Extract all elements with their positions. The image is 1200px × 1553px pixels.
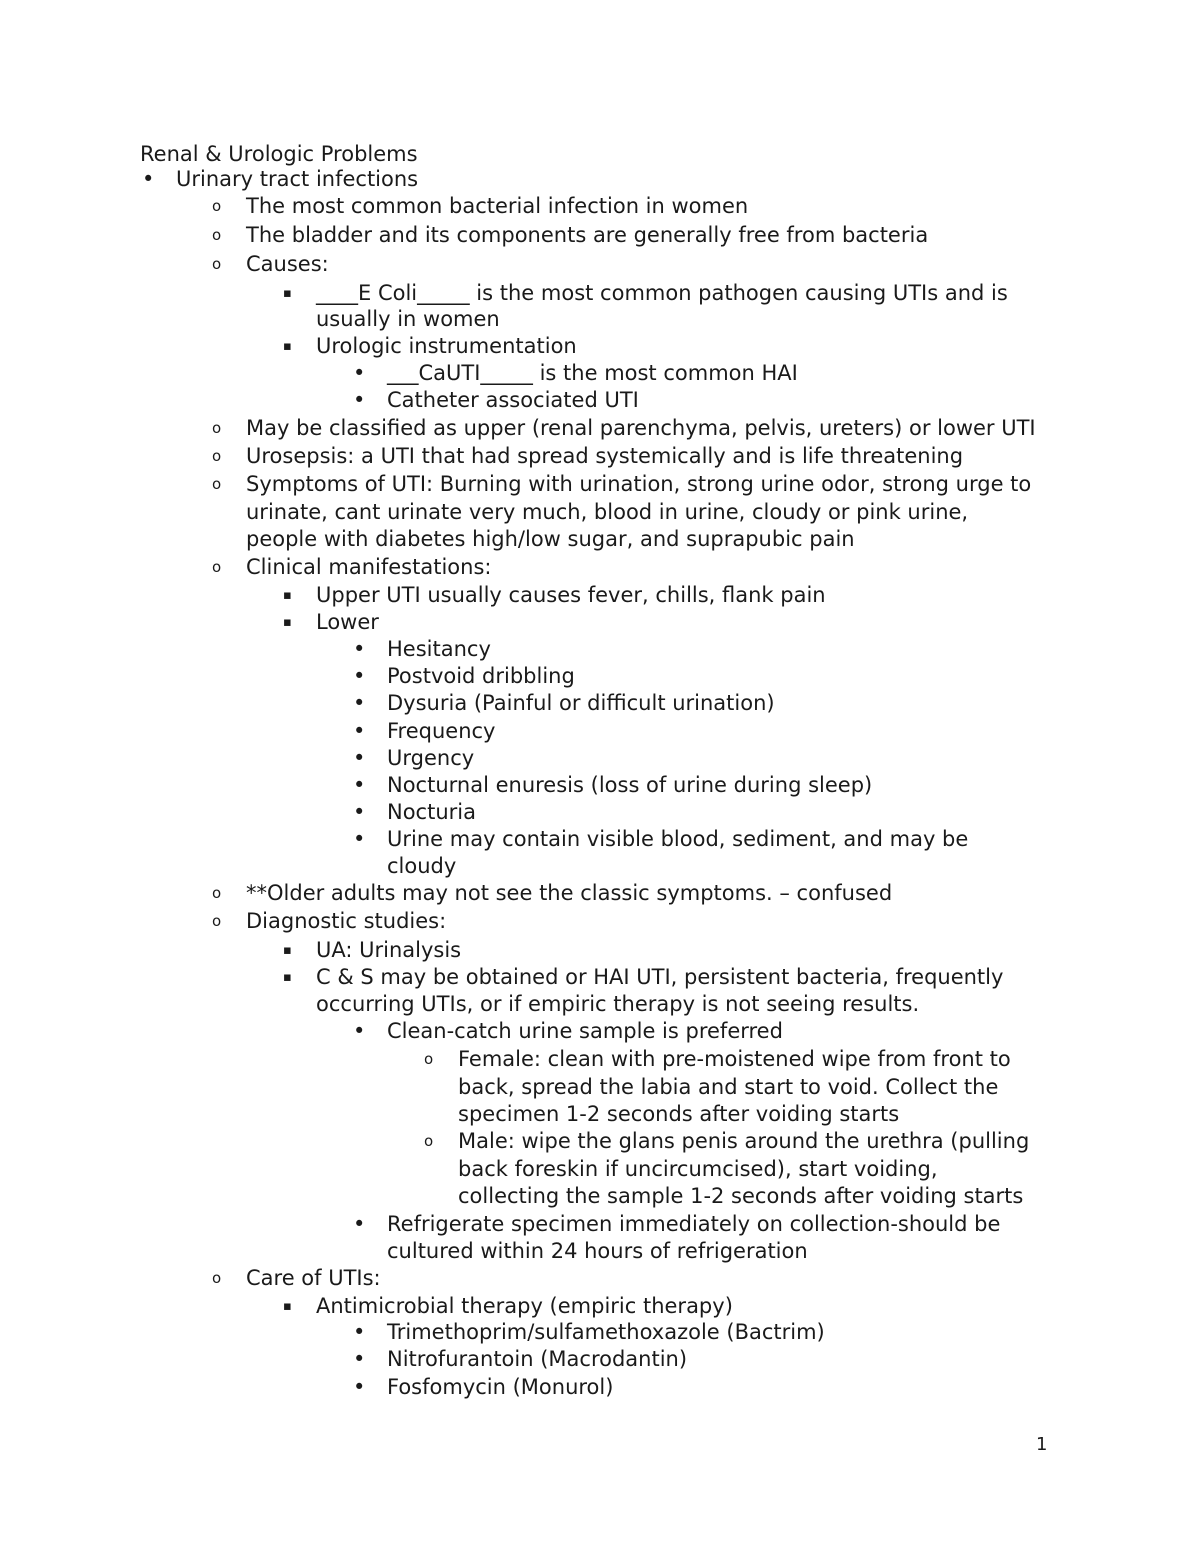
outline-line-level-4: Dysuria (Painful or difficult urination) <box>387 691 775 715</box>
bullet-marker: o <box>212 226 222 244</box>
bullet-marker: • <box>353 1212 366 1236</box>
outline-line-level-4: Fosfomycin (Monurol) <box>387 1375 614 1399</box>
outline-line-level-2: Clinical manifestations: <box>246 555 492 579</box>
bullet-marker: o <box>424 1132 434 1150</box>
outline-line-level-4: cloudy <box>387 854 457 878</box>
bullet-marker: • <box>353 388 366 412</box>
outline-line-level-5: Female: clean with pre-moistened wipe from front to <box>458 1047 1011 1071</box>
bullet-marker: • <box>353 1347 366 1371</box>
outline-line-level-2: Causes: <box>246 252 329 276</box>
bullet-marker: • <box>353 1375 366 1399</box>
bullet-marker: ▪ <box>283 588 292 603</box>
outline-line-level-5: collecting the sample 1-2 seconds after voiding starts <box>458 1184 1024 1208</box>
bullet-marker: o <box>212 419 222 437</box>
bullet-marker: • <box>353 637 366 661</box>
outline-line-level-3: usually in women <box>316 307 500 331</box>
outline-line-level-4: Hesitancy <box>387 637 491 661</box>
outline-line-level-3: occurring UTIs, or if empiric therapy is not seeing results. <box>316 992 920 1016</box>
outline-line-level-4: Urine may contain visible blood, sediment, and may be <box>387 827 969 851</box>
page-number: 1 <box>1036 1434 1048 1455</box>
outline-line-level-4: Clean-catch urine sample is preferred <box>387 1019 783 1043</box>
bullet-marker: • <box>142 167 155 191</box>
bullet-marker: o <box>212 558 222 576</box>
outline-line-level-2: Symptoms of UTI: Burning with urination, strong urine odor, strong urge to <box>246 472 1032 496</box>
outline-line-level-4: cultured within 24 hours of refrigeration <box>387 1239 808 1263</box>
bullet-marker: • <box>353 719 366 743</box>
outline-line-level-3: C & S may be obtained or HAI UTI, persistent bacteria, frequently <box>316 965 1004 989</box>
outline-line-level-2: May be classified as upper (renal parenchyma, pelvis, ureters) or lower UTI <box>246 416 1036 440</box>
bullet-marker: o <box>212 912 222 930</box>
bullet-marker: o <box>212 197 222 215</box>
bullet-marker: • <box>353 773 366 797</box>
outline-line-level-4: Postvoid dribbling <box>387 664 575 688</box>
outline-line-level-5: back, spread the labia and start to void. Collect the <box>458 1075 999 1099</box>
bullet-marker: ▪ <box>283 286 292 301</box>
outline-line-level-2: Urosepsis: a UTI that had spread systemically and is life threatening <box>246 444 964 468</box>
outline-line-level-4: Trimethoprim/sulfamethoxazole (Bactrim) <box>387 1320 825 1344</box>
outline-line-level-5: Male: wipe the glans penis around the urethra (pulling <box>458 1129 1030 1153</box>
bullet-marker: • <box>353 800 366 824</box>
bullet-marker: ▪ <box>283 943 292 958</box>
bullet-marker: • <box>353 361 366 385</box>
bullet-marker: ▪ <box>283 1299 292 1314</box>
outline-line-level-4: Refrigerate specimen immediately on collection-should be <box>387 1212 1001 1236</box>
bullet-marker: o <box>212 1269 222 1287</box>
outline-line-level-1: Urinary tract infections <box>176 167 419 191</box>
outline-line-level-4: Urgency <box>387 746 475 770</box>
document-title: Renal & Urologic Problems <box>140 142 418 166</box>
bullet-marker: o <box>212 475 222 493</box>
outline-line-level-3: Urologic instrumentation <box>316 334 577 358</box>
outline-line-level-5: specimen 1-2 seconds after voiding starts <box>458 1102 900 1126</box>
bullet-marker: o <box>212 447 222 465</box>
outline-line-level-2: The most common bacterial infection in women <box>246 194 749 218</box>
bullet-marker: • <box>353 691 366 715</box>
outline-line-level-3: UA: Urinalysis <box>316 938 462 962</box>
bullet-marker: o <box>212 884 222 902</box>
outline-line-level-5: back foreskin if uncircumcised), start voiding, <box>458 1157 938 1181</box>
outline-line-level-4: Nitrofurantoin (Macrodantin) <box>387 1347 688 1371</box>
bullet-marker: o <box>424 1050 434 1068</box>
bullet-marker: • <box>353 1019 366 1043</box>
bullet-marker: • <box>353 1320 366 1344</box>
outline-line-level-2: **Older adults may not see the classic symptoms. – confused <box>246 881 893 905</box>
bullet-marker: • <box>353 664 366 688</box>
outline-line-level-3: ____E Coli_____ is the most common pathogen causing UTIs and is <box>316 281 1008 305</box>
outline-line-level-4: Catheter associated UTI <box>387 388 639 412</box>
bullet-marker: ▪ <box>283 615 292 630</box>
bullet-marker: o <box>212 255 222 273</box>
outline-line-level-3: Upper UTI usually causes fever, chills, flank pain <box>316 583 826 607</box>
outline-line-level-2: urinate, cant urinate very much, blood in urine, cloudy or pink urine, <box>246 500 969 524</box>
outline-line-level-4: Nocturia <box>387 800 476 824</box>
outline-line-level-3: Lower <box>316 610 379 634</box>
outline-line-level-4: Nocturnal enuresis (loss of urine during sleep) <box>387 773 873 797</box>
outline-line-level-2: Diagnostic studies: <box>246 909 447 933</box>
outline-line-level-4: ___CaUTI_____ is the most common HAI <box>387 361 798 385</box>
outline-line-level-2: people with diabetes high/low sugar, and suprapubic pain <box>246 527 855 551</box>
outline-line-level-4: Frequency <box>387 719 496 743</box>
outline-line-level-2: Care of UTIs: <box>246 1266 381 1290</box>
bullet-marker: ▪ <box>283 970 292 985</box>
outline-line-level-2: The bladder and its components are generally free from bacteria <box>246 223 929 247</box>
bullet-marker: ▪ <box>283 339 292 354</box>
bullet-marker: • <box>353 827 366 851</box>
bullet-marker: • <box>353 746 366 770</box>
outline-line-level-3: Antimicrobial therapy (empiric therapy) <box>316 1294 733 1318</box>
